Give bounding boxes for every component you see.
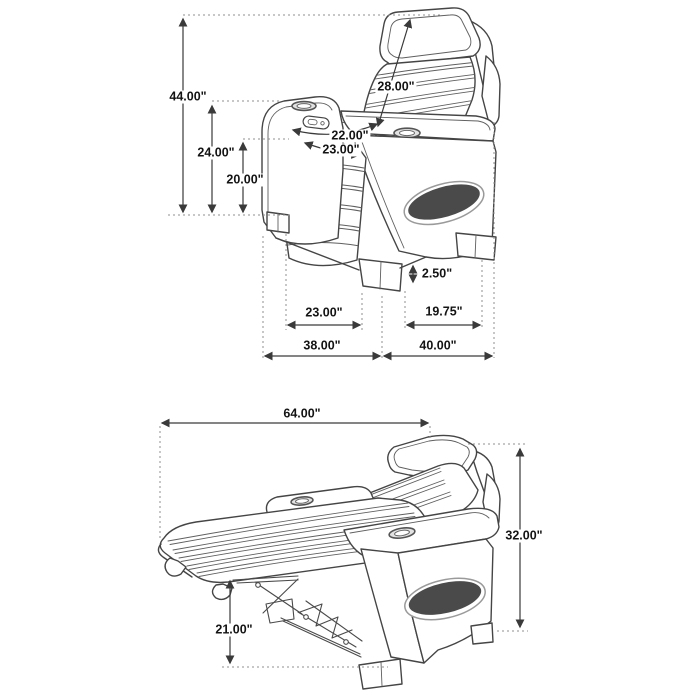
dim-label-back-length: 28.00" [377,79,415,94]
dim-label-reclined-back-height: 32.00" [505,528,543,543]
dim-label-arm-height: 24.00" [197,145,235,160]
dim-label-seat-height: 20.00" [226,172,264,187]
footrest-hook [213,584,233,599]
dim-label-overall-height: 44.00" [169,89,207,104]
dim-label-overall-width: 38.00" [303,338,341,353]
dim-label-leg-height: 2.50" [421,266,453,281]
headrest [380,8,480,65]
dim-label-front-leg-spacing: 23.00" [305,305,343,320]
dim-label-seat-width: 22.00" [331,128,369,143]
dim-label-side-leg-spacing: 19.75" [425,304,463,319]
dim-label-seat-depth: 23.00" [322,142,360,157]
dim-label-footrest-height: 21.00" [215,622,253,637]
dim-label-overall-depth: 40.00" [419,338,457,353]
reclined-recliner-drawing [158,423,528,689]
recline-mechanism [233,576,362,657]
dim-label-reclined-length: 64.00" [283,406,321,421]
